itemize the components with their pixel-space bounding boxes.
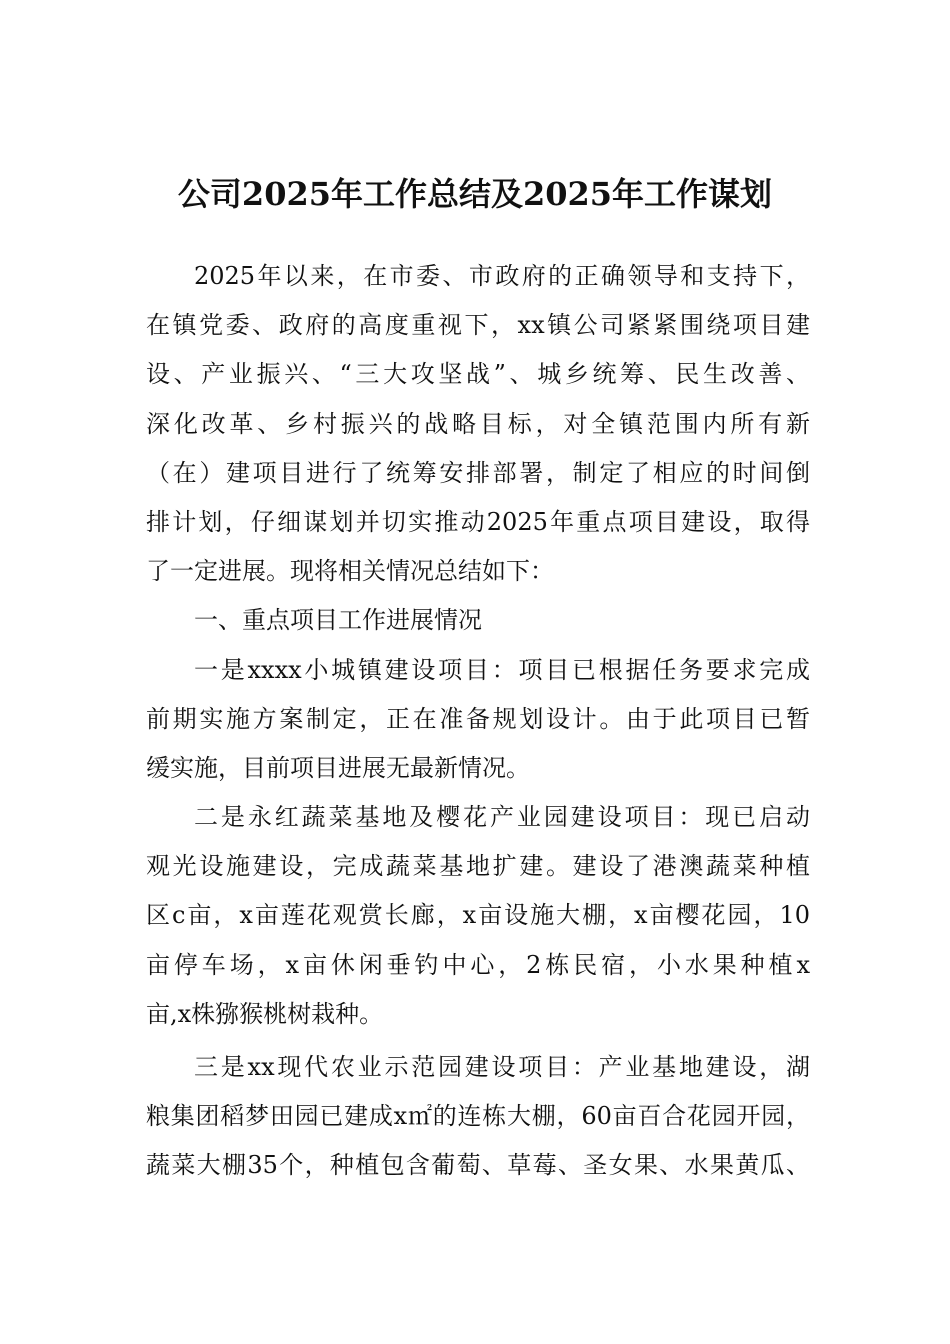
paragraph-3-line-3: 缓实施，目前项目进展无最新情况。: [146, 753, 530, 782]
paragraph-3-line-2: 前期实施方案制定，正在准备规划设计。由于此项目已暂: [146, 704, 810, 733]
document-body: [146, 252, 810, 1191]
section-heading: 一、重点项目工作进展情况: [194, 606, 482, 635]
paragraph-4-line-3: 区c亩，x亩莲花观赏长廊，x亩设施大棚，x亩樱花园，10: [146, 901, 810, 930]
paragraph-1-line-5: （在）建项目进行了统筹安排部署，制定了相应的时间倒: [146, 458, 810, 487]
paragraph-4-line-4: 亩停车场，x亩休闲垂钓中心，2栋民宿，小水果种植x: [146, 950, 810, 979]
paragraph-1-line-7: 了一定进展。现将相关情况总结如下：: [146, 557, 554, 586]
paragraph-1-line-6: 排计划，仔细谋划并切实推动2025年重点项目建设，取得: [146, 507, 810, 536]
paragraph-5-line-3: 蔬菜大棚35个，种植包含葡萄、草莓、圣女果、水果黄瓜、: [146, 1151, 810, 1180]
paragraph-3-line-1: 一是xxxx小城镇建设项目：项目已根据任务要求完成: [194, 655, 810, 684]
paragraph-5-line-2: 粮集团稻梦田园已建成x㎡的连栋大棚，60亩百合花园开园，: [146, 1102, 810, 1131]
paragraph-4-line-5: 亩,x株猕猴桃树栽种。: [146, 999, 384, 1028]
document-title: 公司2025年工作总结及2025年工作谋划: [177, 175, 773, 213]
paragraph-1-line-4: 深化改革、乡村振兴的战略目标，对全镇范围内所有新: [146, 409, 810, 438]
paragraph-1-line-1: 2025年以来，在市委、市政府的正确领导和支持下，: [194, 262, 810, 290]
paragraph-4-line-2: 观光设施建设，完成蔬菜基地扩建。建设了港澳蔬菜种植: [146, 852, 810, 881]
paragraph-4-line-1: 二是永红蔬菜基地及樱花产业园建设项目：现已启动: [194, 803, 810, 832]
paragraph-1-line-2: 在镇党委、政府的高度重视下，xx镇公司紧紧围绕项目建: [146, 311, 810, 340]
paragraph-5-line-1: 三是xx现代农业示范园建设项目：产业基地建设，湖: [194, 1053, 810, 1081]
paragraph-1-line-3: 设、产业振兴、“三大攻坚战”、城乡统筹、民生改善、: [146, 360, 810, 389]
